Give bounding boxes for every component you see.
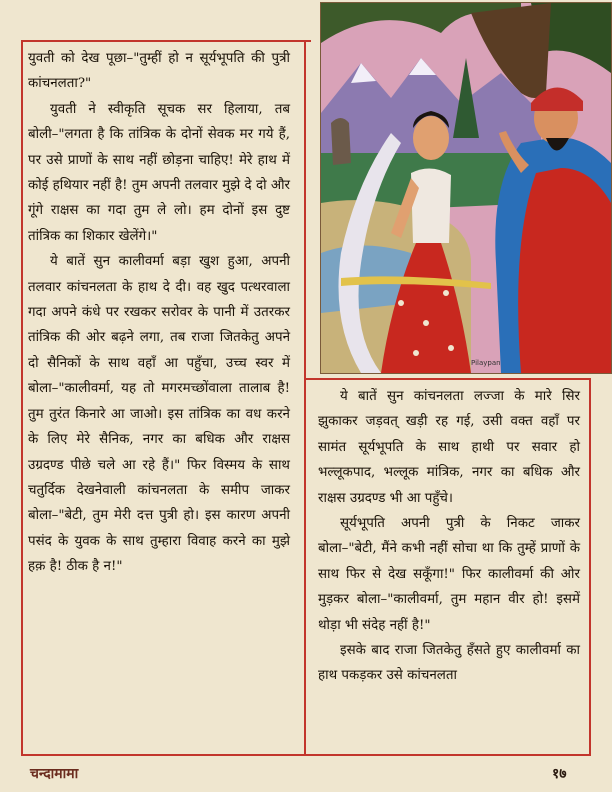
princess-face (413, 116, 449, 160)
right-paragraph-3: इसके बाद राजा जितकेतु हँसते हुए कालीवर्मा का हाथ पकड़कर उसे कांचनलता (318, 643, 580, 684)
skirt-dot (448, 345, 454, 351)
princess-bodice (411, 168, 451, 243)
background-soldier (331, 118, 351, 165)
king-robe (518, 168, 611, 373)
page-number: १७ (552, 766, 567, 782)
frame-rule-right (589, 378, 591, 756)
story-illustration (320, 2, 612, 374)
frame-rule-left-outer (21, 40, 23, 756)
skirt-dot (413, 350, 419, 356)
frame-rule-column-divider (304, 40, 306, 756)
magazine-name: चन्दामामा (30, 766, 79, 782)
frame-rule-under-illustration (304, 378, 591, 380)
right-paragraph-2: सूर्यभूपति अपनी पुत्री के निकट जाकर बोला–"बेटी, मैंने कभी नहीं सोचा था कि तुम्हें प्राणों के साथ फिर से देख सकूँगा!" फिर कालीवर्मा की ओर मुड़कर बोला–"कालीवर्मा, तुम महान वीर हो! इसमें थोड़ा भी संदेह नहीं है!" (318, 516, 580, 633)
left-text-column (28, 46, 290, 580)
right-paragraph-1: ये बातें सुन कांचनलता लज्जा के मारे सिर झुकाकर जड़वत् खड़ी रह गई, उसी वक्त वहाँ पर सामंत सूर्यभूपति के साथ हाथी पर सवार हो भल्लूकपाद, भल्लूक मांत्रिक, नगर का बधिक और राक्षस उग्रदण्ड भी आ पहुँचे। (318, 389, 580, 506)
skirt-dot (398, 300, 404, 306)
artist-signature: Pilaypan (471, 359, 501, 367)
left-paragraph-1: युवती को देख पूछा–"तुम्हीं हो न सूर्यभूपति की पुत्री कांचनलता?" (28, 51, 290, 92)
frame-rule-top-left (21, 40, 311, 42)
frame-rule-bottom (21, 754, 591, 756)
skirt-dot (443, 290, 449, 296)
right-text-column (318, 384, 580, 689)
illustration-svg (321, 3, 611, 373)
left-paragraph-3: ये बातें सुन कालीवर्मा बड़ा खुश हुआ, अपनी तलवार कांचनलता के हाथ दे दी। वह खुद पत्थरवाला गदा अपने कंधे पर रखकर सरोवर के पानी में उतरकर तांत्रिक की ओर बढ़ने लगा, तब राजा जितकेतु अपने दो सैनिकों के साथ वहाँ आ पहुँचा, उच्च स्वर में बोला–"कालीवर्मा, यह तो मगरमच्छोंवाला तालाब है! तुम तुरंत किनारे आ जाओ। इस तांत्रिक का वध करने के लिए मेरे सैनिक, नगर का बधिक और राक्षस उग्रदण्ड पीछे चले आ रहे हैं।" फिर विस्मय के साथ चतुर्दिक देखनेवाली कांचनलता के समीप जाकर बोला–"बेटी, तुम मेरी दत्त पुत्री हो। इस कारण अपनी पसंद के युवक के साथ तुम्हारा विवाह करने का मुझे हक़ है! ठीक है न!" (28, 254, 290, 575)
skirt-dot (423, 320, 429, 326)
left-paragraph-2: युवती ने स्वीकृति सूचक सर हिलाया, तब बोली–"लगता है कि तांत्रिक के दोनों सेवक मर गये हैं, पर उसे प्राणों के साथ नहीं छोड़ना चाहिए! मेरे हाथ में कोई हथियार नहीं है! तुम अपनी तलवार मुझे दे दो और गूंगे राक्षस का गदा तुम ले लो। हम दोनों इस दुष्ट तांत्रिक का शिकार खेलेंगे।" (28, 101, 290, 244)
